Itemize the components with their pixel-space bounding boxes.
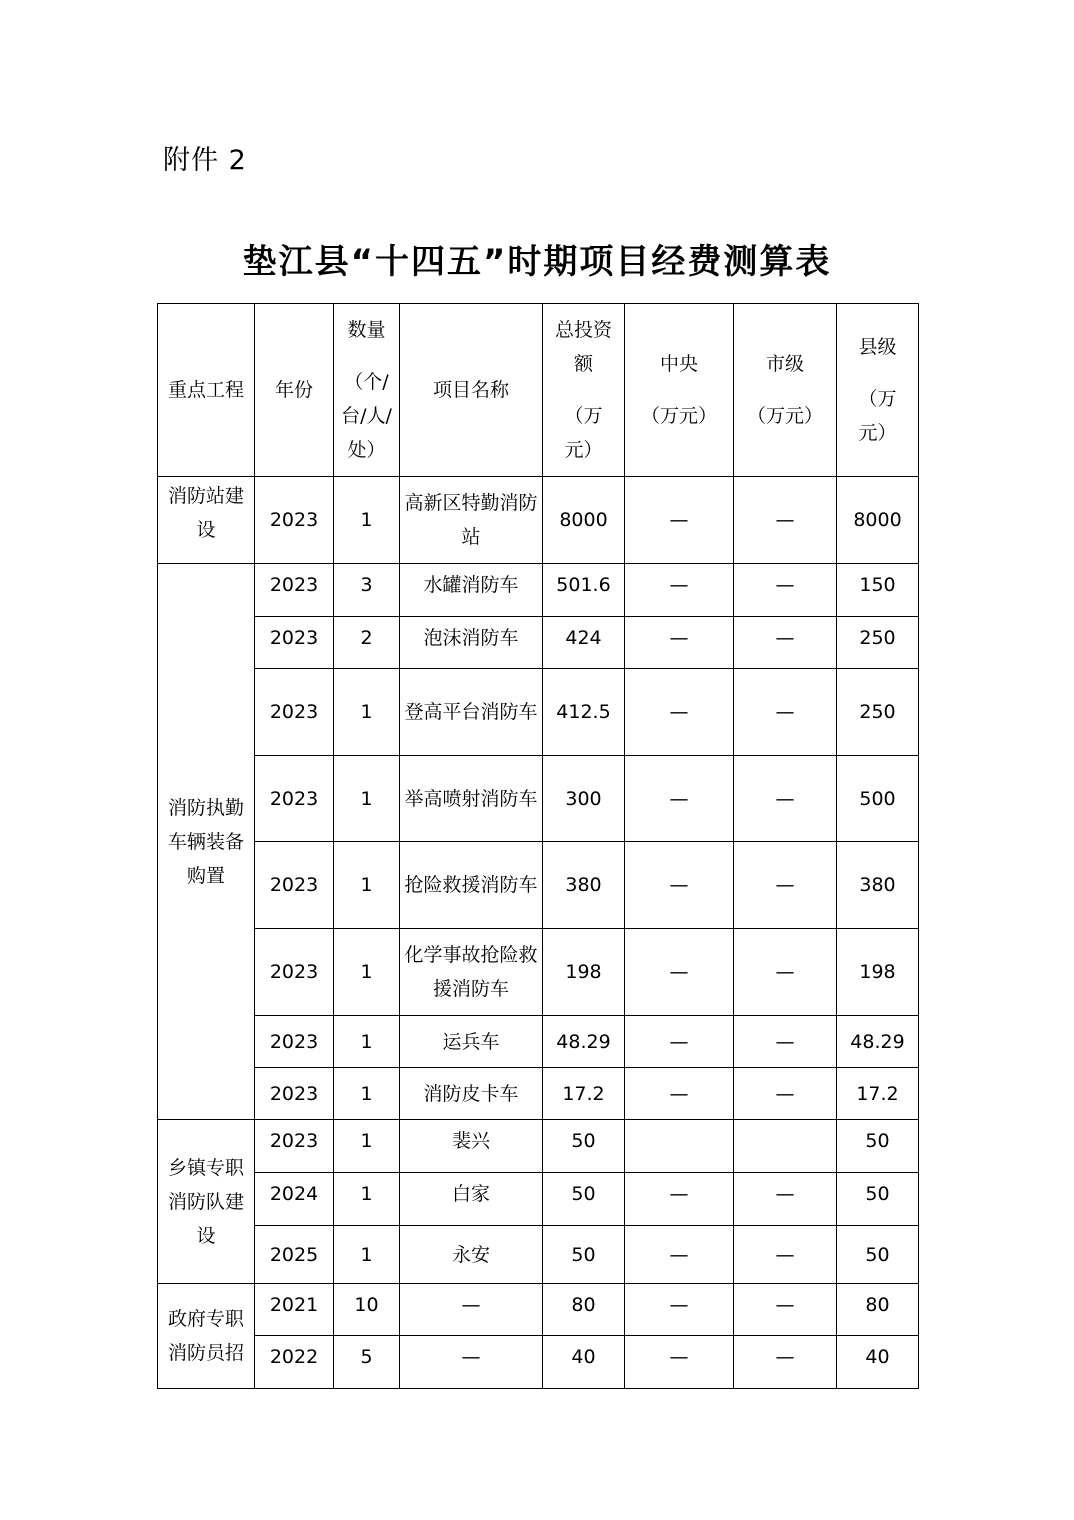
group-cell: 消防站建设 <box>158 477 255 564</box>
project-name-cell: — <box>400 1336 543 1389</box>
county-cell: 50 <box>837 1226 919 1284</box>
table-row <box>158 617 919 669</box>
table-row <box>158 842 919 929</box>
total-cell: 50 <box>543 1120 625 1173</box>
city-cell: — <box>734 1226 837 1284</box>
quantity-cell: 1 <box>334 477 400 564</box>
project-name-cell: 消防皮卡车 <box>400 1068 543 1120</box>
total-cell: 198 <box>543 929 625 1016</box>
central-cell: — <box>625 564 734 617</box>
central-cell: — <box>625 1284 734 1336</box>
year-cell: 2023 <box>255 617 334 669</box>
year-cell: 2023 <box>255 1068 334 1120</box>
total-cell: 424 <box>543 617 625 669</box>
central-cell: — <box>625 1068 734 1120</box>
table-row <box>158 669 919 756</box>
total-cell: 40 <box>543 1336 625 1389</box>
project-name-cell: 水罐消防车 <box>400 564 543 617</box>
quantity-cell: 1 <box>334 669 400 756</box>
county-cell: 48.29 <box>837 1016 919 1068</box>
table-row <box>158 1016 919 1068</box>
city-cell: — <box>734 1173 837 1226</box>
year-cell: 2024 <box>255 1173 334 1226</box>
city-cell: — <box>734 1016 837 1068</box>
city-cell: — <box>734 756 837 842</box>
table-row <box>158 1284 919 1336</box>
quantity-cell: 1 <box>334 756 400 842</box>
table-row <box>158 1068 919 1120</box>
table-row <box>158 1120 919 1173</box>
total-cell: 380 <box>543 842 625 929</box>
city-cell <box>734 1120 837 1173</box>
county-cell: 8000 <box>837 477 919 564</box>
city-cell: — <box>734 564 837 617</box>
quantity-cell: 2 <box>334 617 400 669</box>
county-cell: 380 <box>837 842 919 929</box>
year-cell: 2021 <box>255 1284 334 1336</box>
county-cell: 40 <box>837 1336 919 1389</box>
central-cell: — <box>625 617 734 669</box>
quantity-cell: 5 <box>334 1336 400 1389</box>
total-cell: 48.29 <box>543 1016 625 1068</box>
total-cell: 300 <box>543 756 625 842</box>
central-cell: — <box>625 1173 734 1226</box>
central-cell: — <box>625 477 734 564</box>
city-cell: — <box>734 929 837 1016</box>
table-row <box>158 564 919 617</box>
central-cell: — <box>625 1226 734 1284</box>
table-row <box>158 756 919 842</box>
year-cell: 2023 <box>255 564 334 617</box>
total-cell: 50 <box>543 1173 625 1226</box>
project-name-cell: 白家 <box>400 1173 543 1226</box>
quantity-cell: 1 <box>334 1173 400 1226</box>
central-cell: — <box>625 669 734 756</box>
project-name-cell: — <box>400 1284 543 1336</box>
table-row <box>158 929 919 1016</box>
table-header-row <box>158 304 919 477</box>
central-cell <box>625 1120 734 1173</box>
county-cell: 250 <box>837 669 919 756</box>
header-project: 重点工程 <box>158 304 255 477</box>
central-cell: — <box>625 1336 734 1389</box>
total-cell: 501.6 <box>543 564 625 617</box>
header-quantity: 数量 （个/ 台/人/ 处） <box>334 304 400 477</box>
total-cell: 50 <box>543 1226 625 1284</box>
year-cell: 2023 <box>255 756 334 842</box>
central-cell: — <box>625 756 734 842</box>
county-cell: 50 <box>837 1173 919 1226</box>
year-cell: 2023 <box>255 669 334 756</box>
central-cell: — <box>625 1016 734 1068</box>
quantity-cell: 1 <box>334 1016 400 1068</box>
total-cell: 80 <box>543 1284 625 1336</box>
header-city: 市级 （万元） <box>734 304 837 477</box>
group-cell: 消防执勤车辆装备购置 <box>158 564 255 1120</box>
city-cell: — <box>734 617 837 669</box>
project-name-cell: 裴兴 <box>400 1120 543 1173</box>
table-row <box>158 1336 919 1389</box>
quantity-cell: 1 <box>334 929 400 1016</box>
project-name-cell: 高新区特勤消防站 <box>400 477 543 564</box>
header-project-name: 项目名称 <box>400 304 543 477</box>
central-cell: — <box>625 929 734 1016</box>
project-name-cell: 登高平台消防车 <box>400 669 543 756</box>
header-central: 中央 （万元） <box>625 304 734 477</box>
county-cell: 50 <box>837 1120 919 1173</box>
county-cell: 150 <box>837 564 919 617</box>
project-name-cell: 举高喷射消防车 <box>400 756 543 842</box>
project-name-cell: 运兵车 <box>400 1016 543 1068</box>
year-cell: 2023 <box>255 1016 334 1068</box>
year-cell: 2023 <box>255 477 334 564</box>
quantity-cell: 10 <box>334 1284 400 1336</box>
group-cell: 政府专职消防员招 <box>158 1284 255 1389</box>
project-name-cell: 化学事故抢险救援消防车 <box>400 929 543 1016</box>
project-name-cell: 泡沫消防车 <box>400 617 543 669</box>
city-cell: — <box>734 1068 837 1120</box>
project-name-cell: 永安 <box>400 1226 543 1284</box>
year-cell: 2023 <box>255 842 334 929</box>
table-row <box>158 477 919 564</box>
year-cell: 2023 <box>255 929 334 1016</box>
page-title: 垫江县“十四五”时期项目经费测算表 <box>242 242 832 282</box>
county-cell: 17.2 <box>837 1068 919 1120</box>
header-county: 县级 （万 元） <box>837 304 919 477</box>
total-cell: 8000 <box>543 477 625 564</box>
year-cell: 2025 <box>255 1226 334 1284</box>
header-year: 年份 <box>255 304 334 477</box>
budget-table <box>157 303 919 1389</box>
city-cell: — <box>734 477 837 564</box>
quantity-cell: 1 <box>334 1120 400 1173</box>
table-row <box>158 1173 919 1226</box>
county-cell: 198 <box>837 929 919 1016</box>
project-name-cell: 抢险救援消防车 <box>400 842 543 929</box>
year-cell: 2023 <box>255 1120 334 1173</box>
quantity-cell: 1 <box>334 1226 400 1284</box>
group-cell: 乡镇专职消防队建设 <box>158 1120 255 1284</box>
total-cell: 412.5 <box>543 669 625 756</box>
quantity-cell: 1 <box>334 1068 400 1120</box>
header-total-investment: 总投资 额 （万 元） <box>543 304 625 477</box>
county-cell: 500 <box>837 756 919 842</box>
city-cell: — <box>734 669 837 756</box>
attachment-label: 附件 2 <box>163 145 247 176</box>
year-cell: 2022 <box>255 1336 334 1389</box>
county-cell: 250 <box>837 617 919 669</box>
city-cell: — <box>734 1336 837 1389</box>
quantity-cell: 3 <box>334 564 400 617</box>
quantity-cell: 1 <box>334 842 400 929</box>
county-cell: 80 <box>837 1284 919 1336</box>
city-cell: — <box>734 842 837 929</box>
total-cell: 17.2 <box>543 1068 625 1120</box>
central-cell: — <box>625 842 734 929</box>
table-row <box>158 1226 919 1284</box>
city-cell: — <box>734 1284 837 1336</box>
